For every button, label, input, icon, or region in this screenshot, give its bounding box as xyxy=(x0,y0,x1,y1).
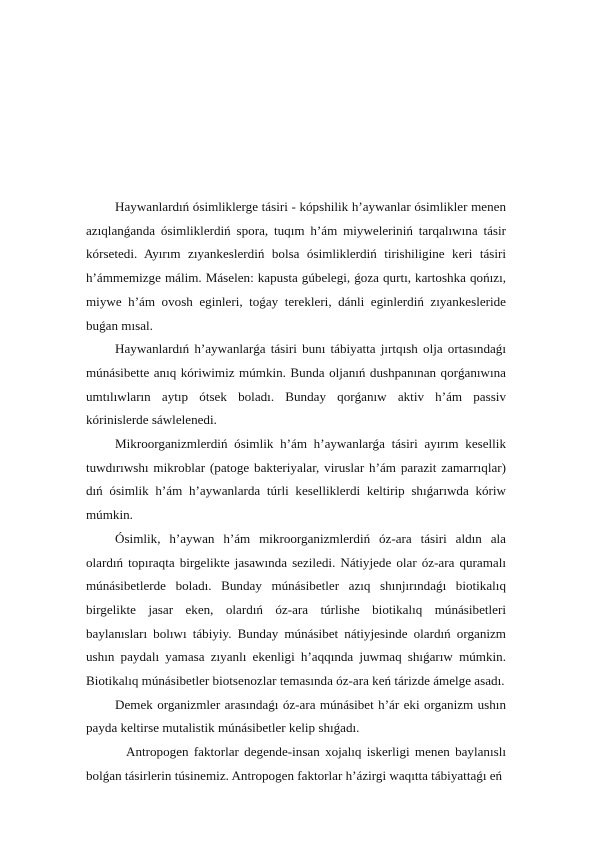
paragraph-animals-on-animals: Haywanlardıń h’aywanlarǵa tásiri bunı tábiyatta jırtqısh olja ortasındaǵı múnásibette anıq kóriwimiz múmkin. Bunda oljanıń dushpanınan qorǵanıwına umtılıwların aytıp ótsek boladı. Bunday qorǵanıw aktiv h’ám passiv kórinislerde sáwlelenedi. xyxy=(86,341,506,428)
body-text xyxy=(86,195,506,788)
paragraph-microorganisms: Mikroorganizmlerdiń ósimlik h’ám h’aywanlarǵa tásiri ayırım kesellik tuwdırıwshı mikroblar (patoge bakteriyalar, viruslar h’ám parazit zamarrıqlar) dıń ósimlik h’ám h’aywanlarda túrli keselliklerdi keltirip shıǵarıwda kóriw múmkin. xyxy=(86,436,506,523)
paragraph-anthropogenic: Antropogen faktorlar degende-insan xojalıq iskerligi menen baylanıslı bolǵan tásirlerin túsinemiz. Antropogen faktorlar h’ázirgi waqıtta tábiyattaǵı eń xyxy=(86,744,506,783)
paragraph-animals-on-plants: Haywanlardıń ósimliklerge tásiri - kópshilik h’aywanlar ósimlikler menen azıqlanǵanda ósimliklerdiń spora, tuqım h’ám miyweleriniń tarqalıwına tásir kórsetedi. Ayırım zıyankeslerdiń bolsa ósimliklerdiń tirishiligine keri tásiri h’ámmemizge málim. Máselen: kapusta gúbelegi, ǵoza qurtı, kartoshka qońızı, miywe h’ám ovosh eginleri, toǵay terekleri, dánli eginlerdiń zıyankesleride buǵan mısal. xyxy=(86,199,506,333)
paragraph-mutualism: Demek organizmler arasındaǵı óz-ara múnásibet h’ár eki organizm ushın payda keltirse mutalistik múnásibetler kelip shıǵadı. xyxy=(86,696,506,736)
paragraph-interactions: Ósimlik, h’aywan h’ám mikroorganizmlerdiń óz-ara tásiri aldın ala olardıń topıraqta birgelikte jasawında seziledi. Nátiyjede olar óz-ara quramalı múnásibetlerde boladı. Bunday múnásibetler azıq shınjırındaǵı biotikalıq birgelikte jasar eken, olardıń óz-ara túrlishe biotikalıq múnásibetleri baylanısları bolıwı tábiyiy. Bunday múnásibet nátiyjesinde olardıń organizm ushın paydalı yamasa zıyanlı ekenligi h’aqqında juwmaq shıǵarıw múmkin. Biotikalıq múnásibetler biotsenozlar temasında óz-ara keń tárizde ámelge asadı. xyxy=(86,530,506,689)
